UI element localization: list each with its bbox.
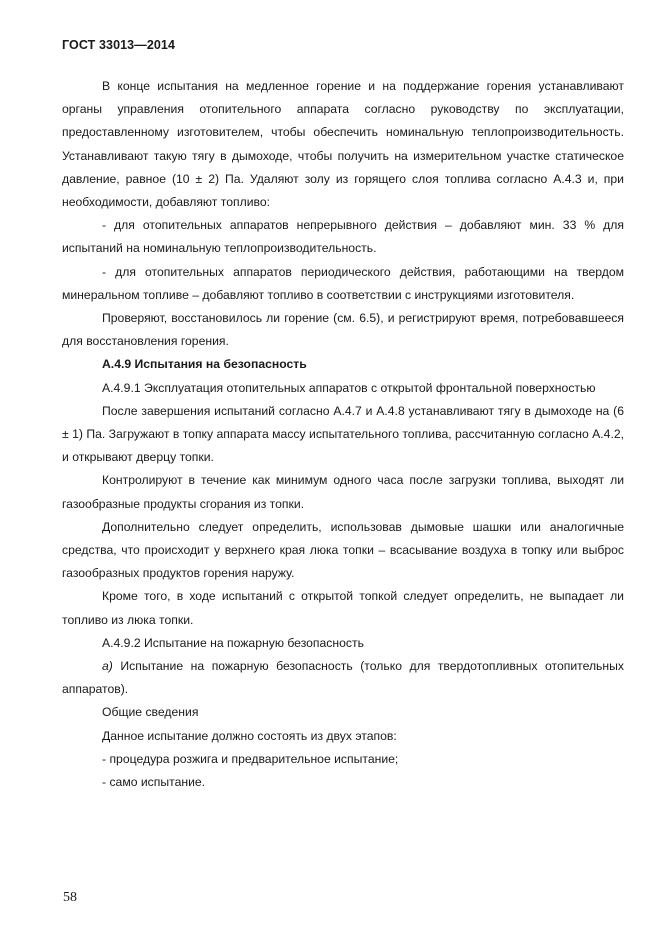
list-item: - для отопительных аппаратов периодического действия, работающими на твердом минеральном топливе – добавляют топливо в соответствии с инструкциями изготовителя. <box>62 264 624 302</box>
list-item: - процедура розжига и предварительное испытание; <box>102 751 399 766</box>
subsection-heading: А.4.9.1 Эксплуатация отопительных аппаратов с открытой фронтальной поверхностью <box>102 380 596 395</box>
list-item: - для отопительных аппаратов непрерывного действия – добавляют мин. 33 % для испытаний на номинальную теплопроизводительность. <box>62 218 624 256</box>
item-text: Испытание на пожарную безопасность (только для твердотопливных отопительных аппаратов). <box>62 659 624 697</box>
section-heading: А.4.9 Испытания на безопасность <box>102 357 307 372</box>
paragraph: После завершения испытаний согласно А.4.7 и А.4.8 устанавливают тягу в дымоходе на (6 ± 1) Па. Загружают в топку аппарата массу испытательного топлива, рассчитанную согласно А.4.2, и открывают дверцу топки. <box>62 403 624 465</box>
paragraph: Дополнительно следует определить, использовав дымовые шашки или аналогичные средства, что происходит у верхнего края люка топки – всасывание воздуха в топку или выброс газообразных продуктов горения наружу. <box>62 519 624 581</box>
paragraph: Проверяют, восстановилось ли горение (см. 6.5), и регистрируют время, потребовавшееся для восстановления горения. <box>62 311 624 349</box>
paragraph: Контролируют в течение как минимум одного часа после загрузки топлива, выходят ли газообразные продукты сгорания из топки. <box>62 473 624 511</box>
document-header: ГОСТ 33013—2014 <box>62 38 176 52</box>
page-number: 58 <box>63 890 77 905</box>
subsection-heading: А.4.9.2 Испытание на пожарную безопасность <box>102 635 364 650</box>
list-item: - само испытание. <box>102 775 206 790</box>
paragraph: Данное испытание должно состоять из двух этапов: <box>102 728 397 743</box>
paragraph: В конце испытания на медленное горение и на поддержание горения устанавливают органы управления отопительного аппарата согласно руководству по эксплуатации, предоставленному изготовителем, чтобы обеспечить номинальную теплопроизводительность. Устанавливают такую тягу в дымоходе, чтобы получить на измерительном участке статическое давление, равное (10 ± 2) Па. Удаляют золу из горящего слоя топлива согласно А.4.3 и, при необходимости, добавляют топливо: <box>62 79 624 210</box>
document-body <box>62 75 624 794</box>
list-item <box>62 655 624 701</box>
paragraph: Кроме того, в ходе испытаний с открытой топкой следует определить, не выпадает ли топливо из люка топки. <box>62 589 624 627</box>
paragraph: Общие сведения <box>102 705 199 720</box>
item-marker: а) <box>102 659 113 674</box>
